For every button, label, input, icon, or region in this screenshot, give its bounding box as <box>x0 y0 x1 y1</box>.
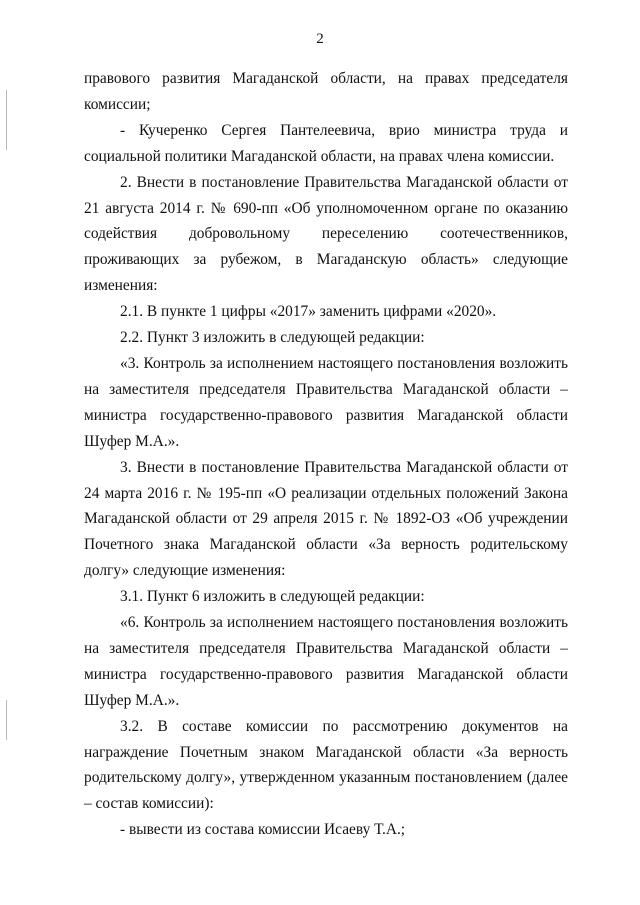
page-number: 2 <box>316 31 324 47</box>
paragraph-item-2: 2. Внести в постановление Правительства Магаданской области от 21 августа 2014 г. № 690-пп «Об уполномоченном органе по оказанию содействия добровольному переселению соотечественников, проживающих за рубежом, в Магаданскую область» следующие изменения: <box>84 173 568 295</box>
paragraph-commission-member: - Кучеренко Сергея Пантелеевича, врио министра труда и социальной политики Магаданской области, на правах члена комиссии. <box>84 121 568 165</box>
paragraph-item-3-2: 3.2. В составе комиссии по рассмотрению документов на награждение Почетным знаком Магаданской области «За верность родительскому долгу», утвержденном указанным постановлением (далее – состав комиссии): <box>84 717 568 813</box>
paragraph-item-3: 3. Внести в постановление Правительства Магаданской области от 24 марта 2016 г. № 195-пп «О реализации отдельных положений Закона Магаданской области от 29 апреля 2015 г. № 1892-ОЗ «Об учреждении Почетного знака Магаданской области «За верность родительскому долгу» следующие изменения: <box>84 458 568 580</box>
scan-edge-mark <box>6 700 7 740</box>
paragraph-quote-6: «6. Контроль за исполнением настоящего постановления возложить на заместителя председателя Правительства Магаданской области – министра государственно-правового развития Магаданской области Шуфер М.А.». <box>84 614 568 709</box>
paragraph-item-2-2: 2.2. Пункт 3 изложить в следующей редакции: <box>120 329 425 347</box>
document-body <box>84 66 568 843</box>
paragraph-quote-3: «3. Контроль за исполнением настоящего постановления возложить на заместителя председателя Правительства Магаданской области – министра государственно-правового развития Магаданской области Шуфер М.А.». <box>84 354 568 450</box>
scan-edge-mark <box>6 90 7 150</box>
paragraph-item-2-1: 2.1. В пункте 1 цифры «2017» заменить цифрами «2020». <box>120 303 497 321</box>
paragraph-continuation: правового развития Магаданской области, на правах председателя комиссии; <box>84 70 568 113</box>
paragraph-remove-member: - вывести из состава комиссии Исаеву Т.А.; <box>120 821 406 839</box>
paragraph-item-3-1: 3.1. Пункт 6 изложить в следующей редакции: <box>120 588 425 606</box>
